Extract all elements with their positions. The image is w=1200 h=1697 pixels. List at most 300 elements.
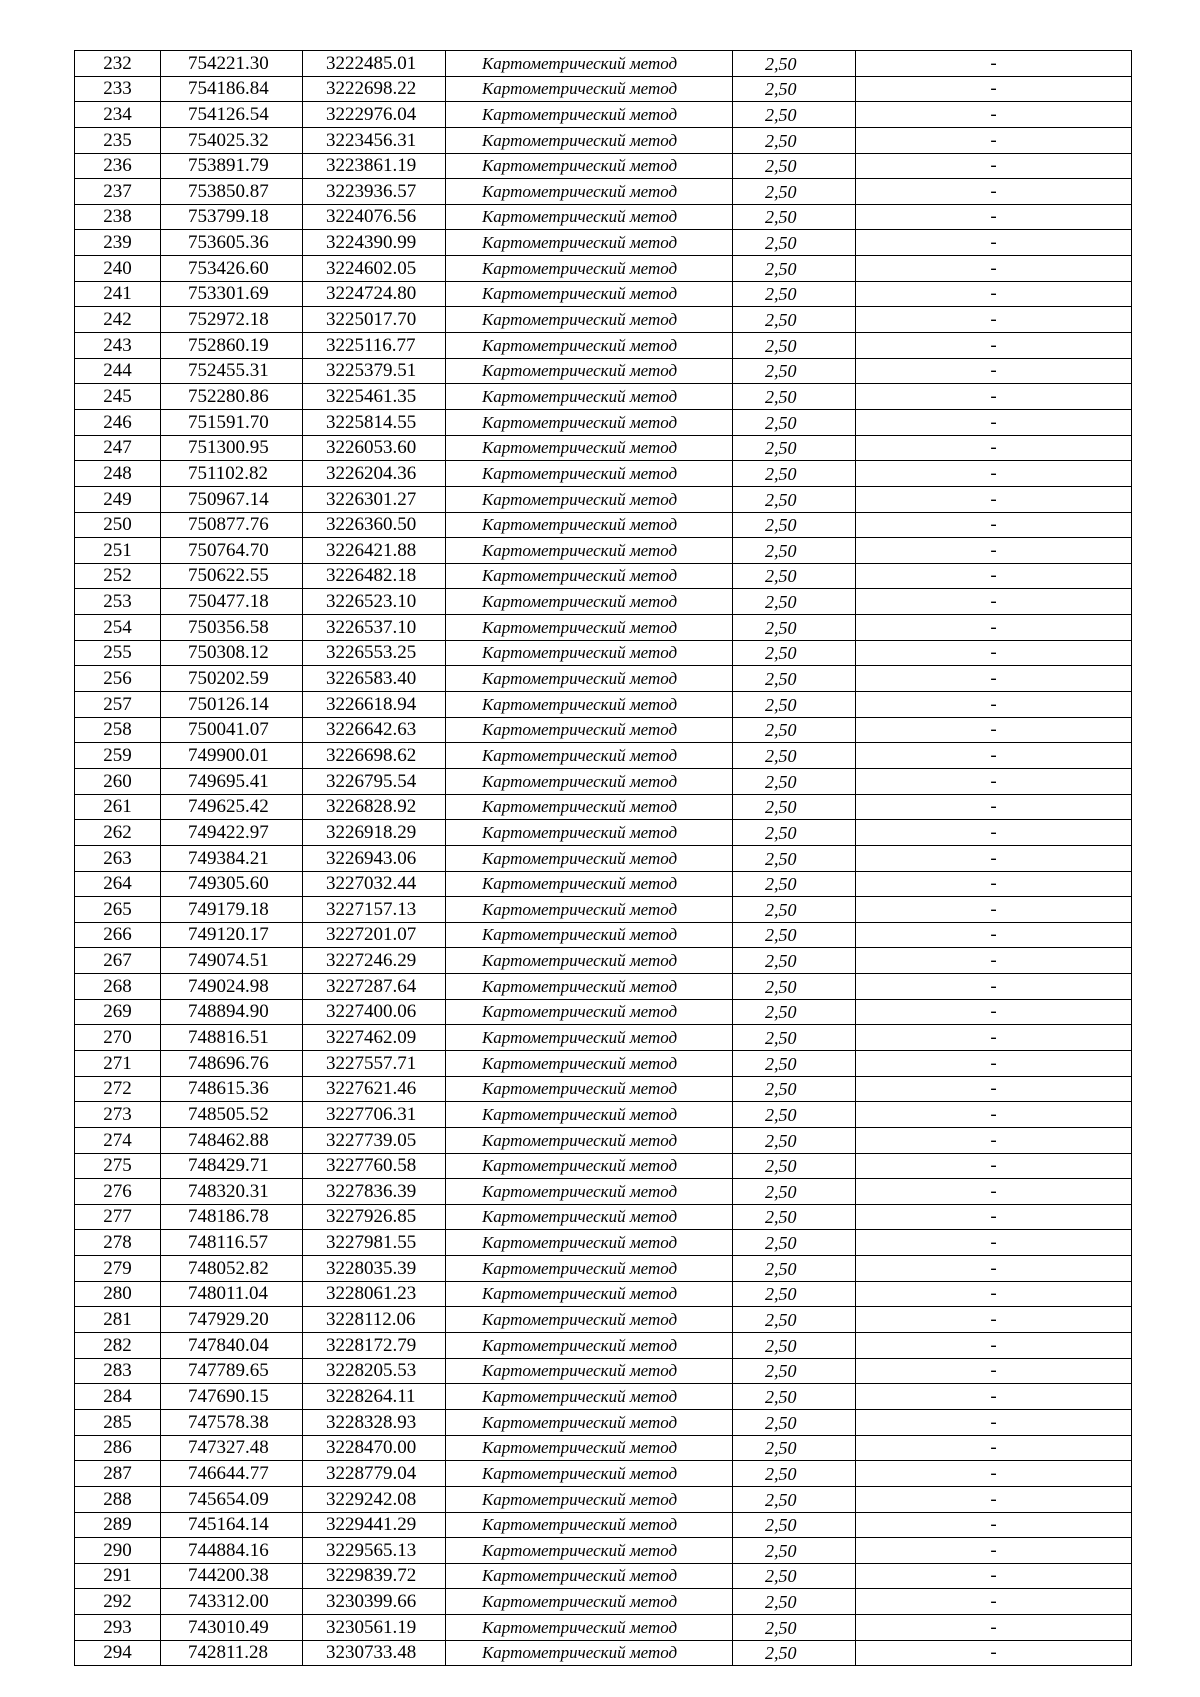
method-cell: Картометрический метод: [446, 1179, 733, 1205]
table-row: [75, 845, 1132, 871]
note-cell: -: [856, 51, 1132, 77]
x-coordinate-cell: 754025.32: [161, 127, 303, 153]
point-number-cell: 260: [75, 768, 161, 794]
point-number-cell: 293: [75, 1615, 161, 1641]
table-row: [75, 204, 1132, 230]
accuracy-cell: 2,50: [733, 409, 856, 435]
point-number-cell: 276: [75, 1179, 161, 1205]
table-row: [75, 1640, 1132, 1666]
note-cell: -: [856, 1640, 1132, 1666]
method-cell: Картометрический метод: [446, 589, 733, 615]
note-cell: -: [856, 204, 1132, 230]
accuracy-cell: 2,50: [733, 435, 856, 461]
x-coordinate-cell: 747327.48: [161, 1435, 303, 1461]
point-number-cell: 261: [75, 794, 161, 820]
method-cell: Картометрический метод: [446, 435, 733, 461]
accuracy-cell: 2,50: [733, 358, 856, 384]
point-number-cell: 251: [75, 538, 161, 564]
coordinates-table: [74, 50, 1132, 1666]
note-cell: -: [856, 1486, 1132, 1512]
point-number-cell: 257: [75, 692, 161, 718]
y-coordinate-cell: 3225461.35: [303, 384, 446, 410]
note-cell: -: [856, 974, 1132, 1000]
accuracy-cell: 2,50: [733, 307, 856, 333]
point-number-cell: 242: [75, 307, 161, 333]
point-number-cell: 252: [75, 563, 161, 589]
note-cell: -: [856, 1435, 1132, 1461]
accuracy-cell: 2,50: [733, 897, 856, 923]
table-row: [75, 1384, 1132, 1410]
table-row: [75, 1512, 1132, 1538]
table-row: [75, 743, 1132, 769]
note-cell: -: [856, 435, 1132, 461]
method-cell: Картометрический метод: [446, 999, 733, 1025]
note-cell: -: [856, 922, 1132, 948]
x-coordinate-cell: 748116.57: [161, 1230, 303, 1256]
point-number-cell: 272: [75, 1076, 161, 1102]
y-coordinate-cell: 3222698.22: [303, 76, 446, 102]
accuracy-cell: 2,50: [733, 1179, 856, 1205]
x-coordinate-cell: 748696.76: [161, 1050, 303, 1076]
point-number-cell: 249: [75, 486, 161, 512]
y-coordinate-cell: 3228779.04: [303, 1461, 446, 1487]
point-number-cell: 275: [75, 1153, 161, 1179]
x-coordinate-cell: 747578.38: [161, 1409, 303, 1435]
y-coordinate-cell: 3226301.27: [303, 486, 446, 512]
y-coordinate-cell: 3229839.72: [303, 1563, 446, 1589]
x-coordinate-cell: 750967.14: [161, 486, 303, 512]
accuracy-cell: 2,50: [733, 179, 856, 205]
method-cell: Картометрический метод: [446, 1025, 733, 1051]
table-row: [75, 1435, 1132, 1461]
point-number-cell: 279: [75, 1256, 161, 1282]
note-cell: -: [856, 1615, 1132, 1641]
table-row: [75, 1230, 1132, 1256]
point-number-cell: 282: [75, 1333, 161, 1359]
x-coordinate-cell: 750622.55: [161, 563, 303, 589]
method-cell: Картометрический метод: [446, 1127, 733, 1153]
x-coordinate-cell: 751300.95: [161, 435, 303, 461]
x-coordinate-cell: 749625.42: [161, 794, 303, 820]
x-coordinate-cell: 747929.20: [161, 1307, 303, 1333]
point-number-cell: 269: [75, 999, 161, 1025]
point-number-cell: 266: [75, 922, 161, 948]
note-cell: -: [856, 1025, 1132, 1051]
method-cell: Картометрический метод: [446, 1563, 733, 1589]
x-coordinate-cell: 748186.78: [161, 1204, 303, 1230]
table-row: [75, 794, 1132, 820]
note-cell: -: [856, 512, 1132, 538]
accuracy-cell: 2,50: [733, 1512, 856, 1538]
accuracy-cell: 2,50: [733, 1153, 856, 1179]
table-row: [75, 76, 1132, 102]
table-row: [75, 486, 1132, 512]
note-cell: -: [856, 1333, 1132, 1359]
y-coordinate-cell: 3226537.10: [303, 615, 446, 641]
y-coordinate-cell: 3227462.09: [303, 1025, 446, 1051]
x-coordinate-cell: 750126.14: [161, 692, 303, 718]
method-cell: Картометрический метод: [446, 1358, 733, 1384]
x-coordinate-cell: 744200.38: [161, 1563, 303, 1589]
note-cell: -: [856, 153, 1132, 179]
table-row: [75, 640, 1132, 666]
x-coordinate-cell: 749120.17: [161, 922, 303, 948]
x-coordinate-cell: 748894.90: [161, 999, 303, 1025]
x-coordinate-cell: 748816.51: [161, 1025, 303, 1051]
method-cell: Картометрический метод: [446, 1230, 733, 1256]
y-coordinate-cell: 3228205.53: [303, 1358, 446, 1384]
note-cell: -: [856, 845, 1132, 871]
note-cell: -: [856, 717, 1132, 743]
y-coordinate-cell: 3224724.80: [303, 281, 446, 307]
table-row: [75, 1409, 1132, 1435]
accuracy-cell: 2,50: [733, 461, 856, 487]
accuracy-cell: 2,50: [733, 1409, 856, 1435]
x-coordinate-cell: 751102.82: [161, 461, 303, 487]
table-row: [75, 1563, 1132, 1589]
accuracy-cell: 2,50: [733, 1589, 856, 1615]
accuracy-cell: 2,50: [733, 1486, 856, 1512]
point-number-cell: 258: [75, 717, 161, 743]
x-coordinate-cell: 747690.15: [161, 1384, 303, 1410]
table-row: [75, 1025, 1132, 1051]
accuracy-cell: 2,50: [733, 333, 856, 359]
x-coordinate-cell: 749179.18: [161, 897, 303, 923]
coordinates-table-body: [75, 51, 1132, 1666]
point-number-cell: 239: [75, 230, 161, 256]
method-cell: Картометрический метод: [446, 1102, 733, 1128]
y-coordinate-cell: 3227739.05: [303, 1127, 446, 1153]
accuracy-cell: 2,50: [733, 1461, 856, 1487]
table-row: [75, 1358, 1132, 1384]
point-number-cell: 277: [75, 1204, 161, 1230]
method-cell: Картометрический метод: [446, 1256, 733, 1282]
y-coordinate-cell: 3226698.62: [303, 743, 446, 769]
method-cell: Картометрический метод: [446, 1153, 733, 1179]
method-cell: Картометрический метод: [446, 897, 733, 923]
accuracy-cell: 2,50: [733, 768, 856, 794]
point-number-cell: 235: [75, 127, 161, 153]
table-row: [75, 1102, 1132, 1128]
y-coordinate-cell: 3227032.44: [303, 871, 446, 897]
x-coordinate-cell: 745654.09: [161, 1486, 303, 1512]
y-coordinate-cell: 3226053.60: [303, 435, 446, 461]
method-cell: Картометрический метод: [446, 1204, 733, 1230]
table-row: [75, 820, 1132, 846]
x-coordinate-cell: 752860.19: [161, 333, 303, 359]
y-coordinate-cell: 3223861.19: [303, 153, 446, 179]
note-cell: -: [856, 1153, 1132, 1179]
x-coordinate-cell: 752280.86: [161, 384, 303, 410]
x-coordinate-cell: 752972.18: [161, 307, 303, 333]
accuracy-cell: 2,50: [733, 974, 856, 1000]
method-cell: Картометрический метод: [446, 768, 733, 794]
method-cell: Картометрический метод: [446, 845, 733, 871]
y-coordinate-cell: 3230561.19: [303, 1615, 446, 1641]
y-coordinate-cell: 3229242.08: [303, 1486, 446, 1512]
method-cell: Картометрический метод: [446, 692, 733, 718]
point-number-cell: 245: [75, 384, 161, 410]
table-row: [75, 538, 1132, 564]
y-coordinate-cell: 3225017.70: [303, 307, 446, 333]
x-coordinate-cell: 747840.04: [161, 1333, 303, 1359]
method-cell: Картометрический метод: [446, 1076, 733, 1102]
method-cell: Картометрический метод: [446, 230, 733, 256]
table-row: [75, 153, 1132, 179]
x-coordinate-cell: 748429.71: [161, 1153, 303, 1179]
table-row: [75, 230, 1132, 256]
note-cell: -: [856, 1127, 1132, 1153]
x-coordinate-cell: 748462.88: [161, 1127, 303, 1153]
y-coordinate-cell: 3224602.05: [303, 256, 446, 282]
method-cell: Картометрический метод: [446, 563, 733, 589]
y-coordinate-cell: 3226553.25: [303, 640, 446, 666]
x-coordinate-cell: 751591.70: [161, 409, 303, 435]
point-number-cell: 289: [75, 1512, 161, 1538]
note-cell: -: [856, 897, 1132, 923]
x-coordinate-cell: 750202.59: [161, 666, 303, 692]
note-cell: -: [856, 127, 1132, 153]
note-cell: -: [856, 1204, 1132, 1230]
note-cell: -: [856, 486, 1132, 512]
table-row: [75, 1333, 1132, 1359]
point-number-cell: 291: [75, 1563, 161, 1589]
x-coordinate-cell: 749422.97: [161, 820, 303, 846]
table-row: [75, 1050, 1132, 1076]
y-coordinate-cell: 3227557.71: [303, 1050, 446, 1076]
point-number-cell: 244: [75, 358, 161, 384]
accuracy-cell: 2,50: [733, 1615, 856, 1641]
note-cell: -: [856, 1358, 1132, 1384]
table-row: [75, 102, 1132, 128]
point-number-cell: 256: [75, 666, 161, 692]
point-number-cell: 292: [75, 1589, 161, 1615]
x-coordinate-cell: 753301.69: [161, 281, 303, 307]
accuracy-cell: 2,50: [733, 204, 856, 230]
accuracy-cell: 2,50: [733, 563, 856, 589]
accuracy-cell: 2,50: [733, 1563, 856, 1589]
note-cell: -: [856, 1409, 1132, 1435]
note-cell: -: [856, 1050, 1132, 1076]
point-number-cell: 250: [75, 512, 161, 538]
note-cell: -: [856, 538, 1132, 564]
point-number-cell: 264: [75, 871, 161, 897]
note-cell: -: [856, 1179, 1132, 1205]
accuracy-cell: 2,50: [733, 102, 856, 128]
accuracy-cell: 2,50: [733, 1076, 856, 1102]
method-cell: Картометрический метод: [446, 1615, 733, 1641]
note-cell: -: [856, 333, 1132, 359]
note-cell: -: [856, 1102, 1132, 1128]
note-cell: -: [856, 640, 1132, 666]
x-coordinate-cell: 750477.18: [161, 589, 303, 615]
accuracy-cell: 2,50: [733, 615, 856, 641]
method-cell: Картометрический метод: [446, 1461, 733, 1487]
accuracy-cell: 2,50: [733, 1102, 856, 1128]
point-number-cell: 281: [75, 1307, 161, 1333]
accuracy-cell: 2,50: [733, 230, 856, 256]
y-coordinate-cell: 3224076.56: [303, 204, 446, 230]
x-coordinate-cell: 753799.18: [161, 204, 303, 230]
note-cell: -: [856, 384, 1132, 410]
method-cell: Картометрический метод: [446, 615, 733, 641]
point-number-cell: 243: [75, 333, 161, 359]
accuracy-cell: 2,50: [733, 1435, 856, 1461]
note-cell: -: [856, 281, 1132, 307]
note-cell: -: [856, 692, 1132, 718]
note-cell: -: [856, 589, 1132, 615]
x-coordinate-cell: 744884.16: [161, 1538, 303, 1564]
accuracy-cell: 2,50: [733, 845, 856, 871]
method-cell: Картометрический метод: [446, 51, 733, 77]
table-row: [75, 1615, 1132, 1641]
note-cell: -: [856, 1461, 1132, 1487]
y-coordinate-cell: 3227760.58: [303, 1153, 446, 1179]
method-cell: Картометрический метод: [446, 948, 733, 974]
point-number-cell: 233: [75, 76, 161, 102]
method-cell: Картометрический метод: [446, 486, 733, 512]
point-number-cell: 236: [75, 153, 161, 179]
point-number-cell: 238: [75, 204, 161, 230]
table-row: [75, 1281, 1132, 1307]
x-coordinate-cell: 748615.36: [161, 1076, 303, 1102]
x-coordinate-cell: 750356.58: [161, 615, 303, 641]
x-coordinate-cell: 749024.98: [161, 974, 303, 1000]
y-coordinate-cell: 3226642.63: [303, 717, 446, 743]
point-number-cell: 270: [75, 1025, 161, 1051]
table-row: [75, 512, 1132, 538]
x-coordinate-cell: 753891.79: [161, 153, 303, 179]
method-cell: Картометрический метод: [446, 1409, 733, 1435]
method-cell: Картометрический метод: [446, 820, 733, 846]
point-number-cell: 241: [75, 281, 161, 307]
note-cell: -: [856, 179, 1132, 205]
accuracy-cell: 2,50: [733, 1281, 856, 1307]
accuracy-cell: 2,50: [733, 1307, 856, 1333]
table-row: [75, 1204, 1132, 1230]
point-number-cell: 247: [75, 435, 161, 461]
point-number-cell: 268: [75, 974, 161, 1000]
point-number-cell: 246: [75, 409, 161, 435]
point-number-cell: 287: [75, 1461, 161, 1487]
x-coordinate-cell: 748320.31: [161, 1179, 303, 1205]
y-coordinate-cell: 3226918.29: [303, 820, 446, 846]
method-cell: Картометрический метод: [446, 256, 733, 282]
method-cell: Картометрический метод: [446, 281, 733, 307]
accuracy-cell: 2,50: [733, 820, 856, 846]
y-coordinate-cell: 3228035.39: [303, 1256, 446, 1282]
note-cell: -: [856, 871, 1132, 897]
note-cell: -: [856, 1281, 1132, 1307]
y-coordinate-cell: 3227706.31: [303, 1102, 446, 1128]
accuracy-cell: 2,50: [733, 589, 856, 615]
table-row: [75, 1307, 1132, 1333]
method-cell: Картометрический метод: [446, 204, 733, 230]
point-number-cell: 234: [75, 102, 161, 128]
y-coordinate-cell: 3226828.92: [303, 794, 446, 820]
accuracy-cell: 2,50: [733, 384, 856, 410]
accuracy-cell: 2,50: [733, 1230, 856, 1256]
accuracy-cell: 2,50: [733, 153, 856, 179]
method-cell: Картометрический метод: [446, 1050, 733, 1076]
x-coordinate-cell: 748505.52: [161, 1102, 303, 1128]
table-row: [75, 51, 1132, 77]
y-coordinate-cell: 3226421.88: [303, 538, 446, 564]
method-cell: Картометрический метод: [446, 538, 733, 564]
method-cell: Картометрический метод: [446, 358, 733, 384]
y-coordinate-cell: 3227926.85: [303, 1204, 446, 1230]
note-cell: -: [856, 461, 1132, 487]
point-number-cell: 290: [75, 1538, 161, 1564]
method-cell: Картометрический метод: [446, 127, 733, 153]
x-coordinate-cell: 748011.04: [161, 1281, 303, 1307]
point-number-cell: 278: [75, 1230, 161, 1256]
accuracy-cell: 2,50: [733, 1256, 856, 1282]
method-cell: Картометрический метод: [446, 1307, 733, 1333]
y-coordinate-cell: 3227157.13: [303, 897, 446, 923]
note-cell: -: [856, 230, 1132, 256]
x-coordinate-cell: 749900.01: [161, 743, 303, 769]
method-cell: Картометрический метод: [446, 1384, 733, 1410]
table-row: [75, 1461, 1132, 1487]
accuracy-cell: 2,50: [733, 717, 856, 743]
accuracy-cell: 2,50: [733, 512, 856, 538]
method-cell: Картометрический метод: [446, 743, 733, 769]
table-row: [75, 281, 1132, 307]
table-row: [75, 435, 1132, 461]
y-coordinate-cell: 3228328.93: [303, 1409, 446, 1435]
point-number-cell: 280: [75, 1281, 161, 1307]
accuracy-cell: 2,50: [733, 999, 856, 1025]
x-coordinate-cell: 748052.82: [161, 1256, 303, 1282]
y-coordinate-cell: 3227287.64: [303, 974, 446, 1000]
y-coordinate-cell: 3225116.77: [303, 333, 446, 359]
note-cell: -: [856, 768, 1132, 794]
x-coordinate-cell: 749384.21: [161, 845, 303, 871]
note-cell: -: [856, 999, 1132, 1025]
table-row: [75, 999, 1132, 1025]
y-coordinate-cell: 3222485.01: [303, 51, 446, 77]
note-cell: -: [856, 256, 1132, 282]
y-coordinate-cell: 3227201.07: [303, 922, 446, 948]
y-coordinate-cell: 3228470.00: [303, 1435, 446, 1461]
point-number-cell: 265: [75, 897, 161, 923]
x-coordinate-cell: 743010.49: [161, 1615, 303, 1641]
method-cell: Картометрический метод: [446, 974, 733, 1000]
y-coordinate-cell: 3227400.06: [303, 999, 446, 1025]
note-cell: -: [856, 1307, 1132, 1333]
point-number-cell: 267: [75, 948, 161, 974]
note-cell: -: [856, 1538, 1132, 1564]
table-row: [75, 333, 1132, 359]
point-number-cell: 254: [75, 615, 161, 641]
method-cell: Картометрический метод: [446, 333, 733, 359]
point-number-cell: 232: [75, 51, 161, 77]
table-row: [75, 589, 1132, 615]
note-cell: -: [856, 409, 1132, 435]
y-coordinate-cell: 3226618.94: [303, 692, 446, 718]
y-coordinate-cell: 3223456.31: [303, 127, 446, 153]
accuracy-cell: 2,50: [733, 1640, 856, 1666]
note-cell: -: [856, 820, 1132, 846]
point-number-cell: 259: [75, 743, 161, 769]
x-coordinate-cell: 754221.30: [161, 51, 303, 77]
accuracy-cell: 2,50: [733, 76, 856, 102]
y-coordinate-cell: 3227621.46: [303, 1076, 446, 1102]
accuracy-cell: 2,50: [733, 871, 856, 897]
method-cell: Картометрический метод: [446, 307, 733, 333]
note-cell: -: [856, 666, 1132, 692]
